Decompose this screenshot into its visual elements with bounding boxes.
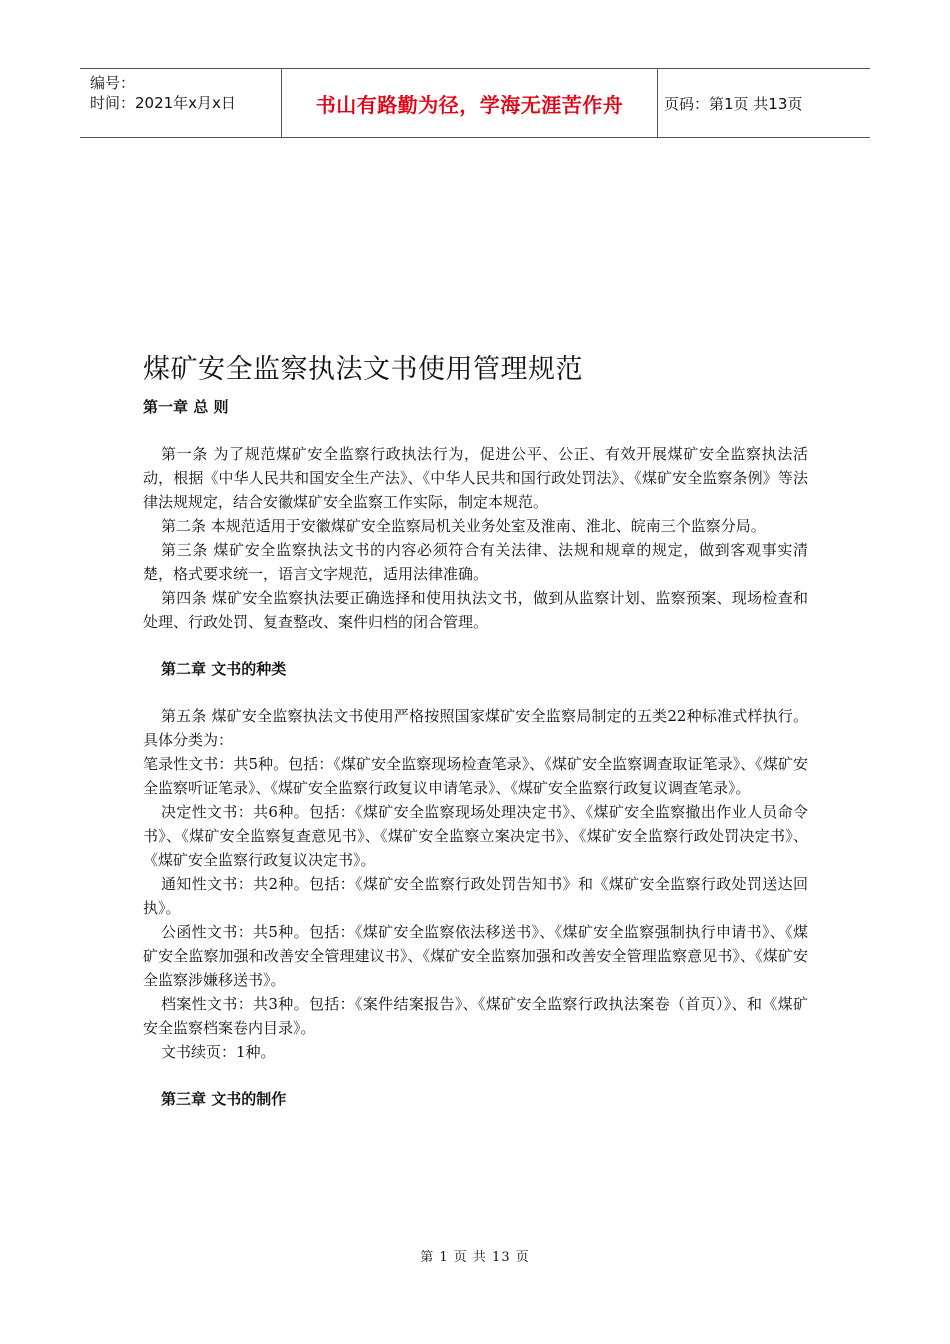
category-letter-docs: 公函性文书：共5种。包括：《煤矿安全监察依法移送书》、《煤矿安全监察强制执行申请书》、《煤矿安全监察加强和改善安全管理建议书》、《煤矿安全监察加强和改善安全管理监察意见书》、《煤矿安全监察涉嫌移送书》。 bbox=[143, 923, 808, 989]
article-3: 第三条 煤矿安全监察执法文书的内容必须符合有关法律、法规和规章的规定，做到客观事实清楚，格式要求统一，语言文字规范，适用法律准确。 bbox=[143, 541, 808, 583]
article-1: 第一条 为了规范煤矿安全监察行政执法行为，促进公平、公正、有效开展煤矿安全监察执法活动，根据《中华人民共和国安全生产法》、《中华人民共和国行政处罚法》、《煤矿安全监察条例》等法律法规规定，结合安徽煤矿安全监察工作实际，制定本规范。 bbox=[143, 445, 808, 511]
article-2: 第二条 本规范适用于安徽煤矿安全监察局机关业务处室及淮南、淮北、皖南三个监察分局。 bbox=[161, 517, 766, 535]
document-time: 时间：2021年x月x日 bbox=[90, 94, 236, 112]
page-footer: 第 1 页 共 13 页 bbox=[420, 1250, 530, 1265]
header-page-number: 页码：第1页 共13页 bbox=[664, 94, 803, 113]
document-title: 煤矿安全监察执法文书使用管理规范 bbox=[143, 354, 583, 385]
page-header bbox=[80, 68, 870, 138]
article-4: 第四条 煤矿安全监察执法要正确选择和使用执法文书，做到从监察计划、监察预案、现场检查和处理、行政处罚、复查整改、案件归档的闭合管理。 bbox=[143, 589, 808, 631]
header-info-cell bbox=[80, 69, 282, 137]
article-5: 第五条 煤矿安全监察执法文书使用严格按照国家煤矿安全监察局制定的五类22种标准式样执行。具体分类为： bbox=[143, 707, 808, 749]
category-notice-docs: 通知性文书：共2种。包括：《煤矿安全监察行政处罚告知书》和《煤矿安全监察行政处罚送达回执》。 bbox=[143, 875, 808, 917]
chapter-heading-1: 第一章 总 则 bbox=[143, 398, 229, 416]
document-number: 编号： bbox=[90, 74, 136, 92]
chapter-heading-2: 第二章 文书的种类 bbox=[161, 660, 287, 678]
category-archive-docs: 档案性文书：共3种。包括：《案件结案报告》、《煤矿安全监察行政执法案卷（首页）》、和《煤矿安全监察档案卷内目录》。 bbox=[143, 995, 808, 1037]
category-decision-docs: 决定性文书：共6种。包括：《煤矿安全监察现场处理决定书》、《煤矿安全监察撤出作业人员命令书》、《煤矿安全监察复查意见书》、《煤矿安全监察立案决定书》、《煤矿安全监察行政处罚决定书》、《煤矿安全监察行政复议决定书》。 bbox=[143, 803, 808, 869]
category-continuation-page: 文书续页：1种。 bbox=[161, 1043, 276, 1061]
header-motto: 书山有路勤为径，学海无涯苦作舟 bbox=[282, 69, 658, 137]
category-record-docs: 笔录性文书：共5种。包括：《煤矿安全监察现场检查笔录》、《煤矿安全监察调查取证笔录》、《煤矿安全监察听证笔录》、《煤矿安全监察行政复议申请笔录》、《煤矿安全监察行政复议调查笔录》。 bbox=[143, 755, 808, 797]
document-body bbox=[143, 350, 808, 1110]
chapter-heading-3: 第三章 文书的制作 bbox=[161, 1090, 287, 1108]
